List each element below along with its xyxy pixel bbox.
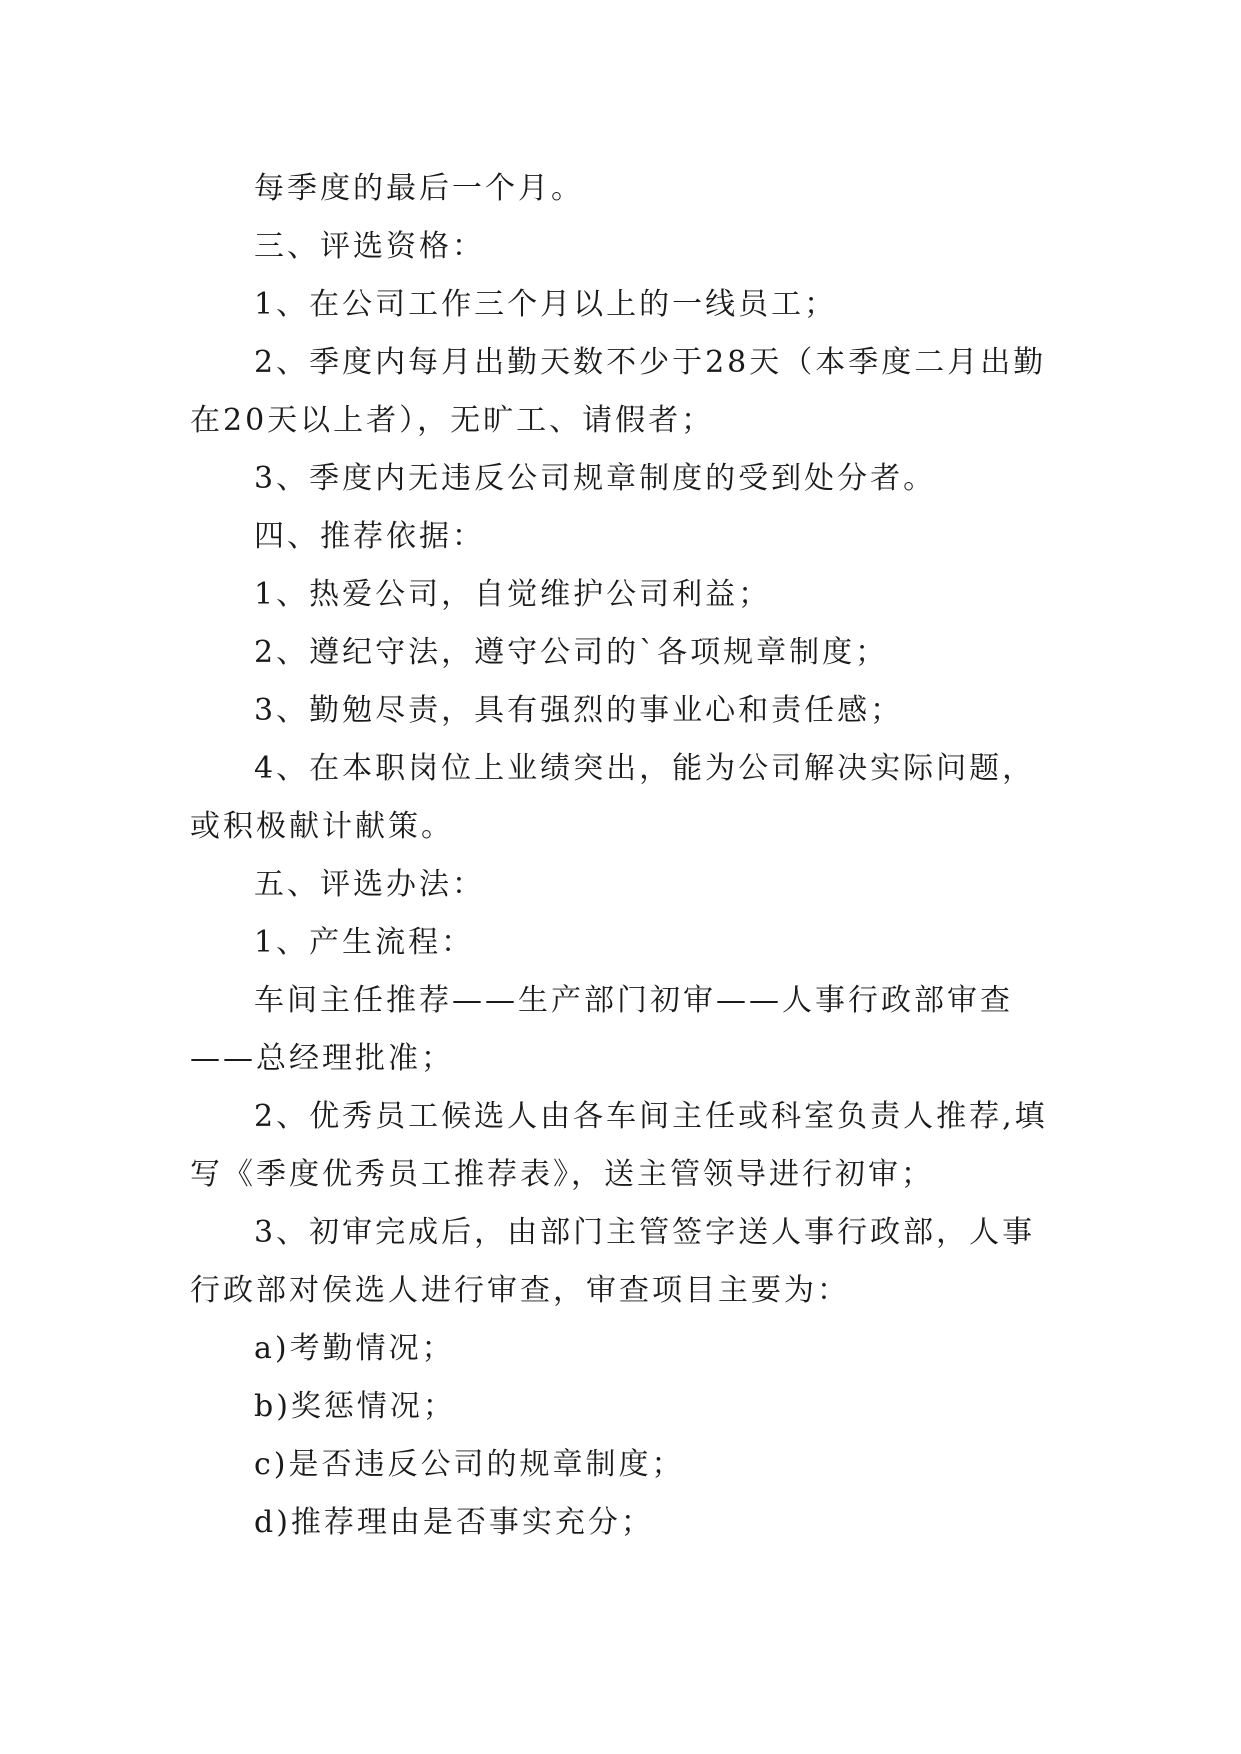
paragraph: 2、遵纪守法，遵守公司的`各项规章制度；	[254, 635, 889, 670]
paragraph: 2、季度内每月出勤天数不少于28天（本季度二月出勤在20天以上者），无旷工、请假者；	[190, 345, 1047, 438]
list-item: c)是否违反公司的规章制度；	[254, 1447, 685, 1482]
document-body	[190, 160, 1050, 1552]
paragraph: 车间主任推荐——生产部门初审——人事行政部审查——总经理批准；	[190, 983, 1013, 1076]
paragraph: 每季度的最后一个月。	[254, 171, 584, 206]
paragraph: 3、初审完成后，由部门主管签字送人事行政部，人事行政部对侯选人进行审查，审查项目主要为：	[190, 1215, 1036, 1308]
paragraph: 1、产生流程：	[254, 925, 475, 960]
list-item: a)考勤情况；	[254, 1331, 455, 1366]
paragraph: 1、在公司工作三个月以上的一线员工；	[254, 287, 838, 322]
section-heading: 三、评选资格：	[254, 229, 485, 264]
paragraph: 4、在本职岗位上业绩突出，能为公司解决实际问题，或积极献计献策。	[190, 751, 1036, 844]
list-item: d)推荐理由是否事实充分；	[254, 1505, 654, 1540]
section-heading: 四、推荐依据：	[254, 519, 485, 554]
paragraph: 3、季度内无违反公司规章制度的受到处分者。	[254, 461, 937, 496]
paragraph: 1、热爱公司，自觉维护公司利益；	[254, 577, 772, 612]
paragraph: 3、勤勉尽责，具有强烈的事业心和责任感；	[254, 693, 904, 728]
list-item: b)奖惩情况；	[254, 1389, 456, 1424]
section-heading: 五、评选办法：	[254, 867, 485, 902]
paragraph: 2、优秀员工候选人由各车间主任或科室负责人推荐,填写《季度优秀员工推荐表》，送主管领导进行初审；	[190, 1099, 1048, 1192]
